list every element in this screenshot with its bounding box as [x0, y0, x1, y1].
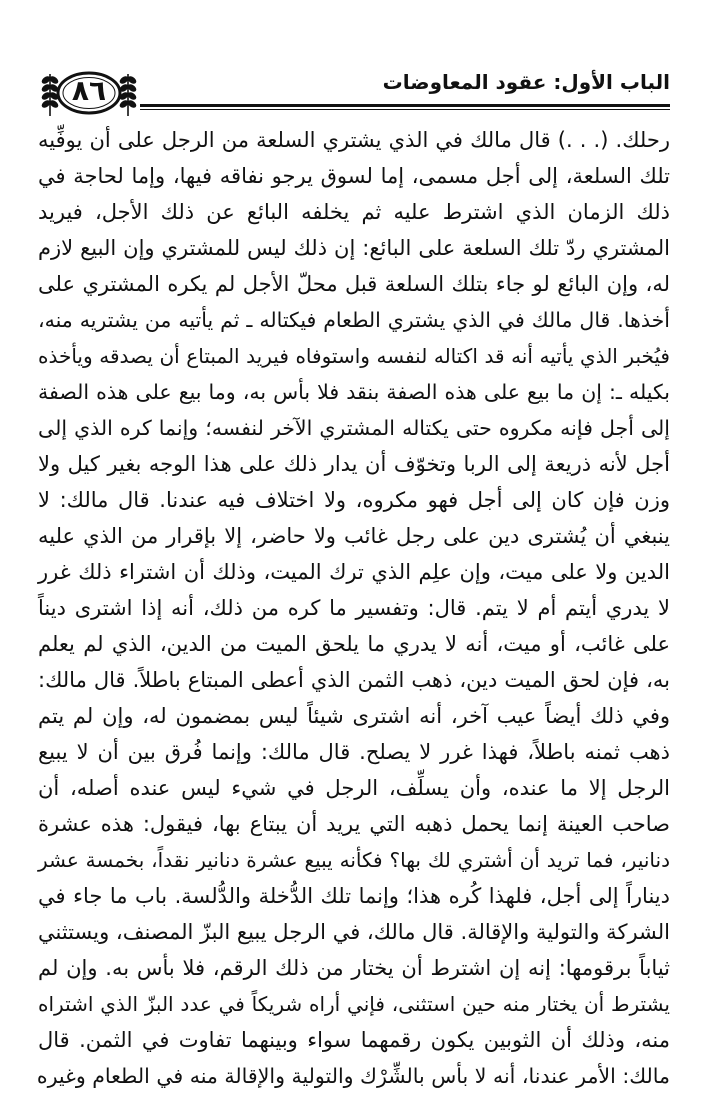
text-line: ذهب ثمنه باطلاً، فهذا غرر لا يصلح. قال مالك: وإنما فُرق بين أن لا يبيع — [38, 740, 670, 764]
text-line: ذلك الزمان الذي اشترط عليه ثم يخلفه البائع عن ذلك الأجل، فيريد — [38, 200, 670, 224]
text-line: الرجل إلا ما عنده، وأن يسلِّف، الرجل في شيء ليس عنده أصله، أن — [38, 776, 670, 800]
text-line: رحلك. (. . .) قال مالك في الذي يشتري السلعة من الرجل على أن يوفِّيه — [38, 128, 670, 152]
text-line: أخذها. قال مالك في الذي يشتري الطعام فيكتاله ـ ثم يأتيه من يشتريه منه، — [38, 308, 670, 332]
text-line: على غائب، أو ميت، أنه لا يدري ما يلحق الميت من الدين، الذي لم يعلم — [38, 632, 670, 656]
text-line: بكيله ـ: إن ما بيع على هذه الصفة بنقد فلا بأس به، وما بيع على هذه الصفة — [38, 380, 670, 404]
text-line: وزن فإن كان إلى أجل فهو مكروه، ولا اختلاف فيه عندنا. قال مالك: لا — [38, 488, 670, 512]
text-line: ديناراً إلى أجل، فلهذا كُره هذا؛ وإنما تلك الدُّخلة والدُّلسة. باب ما جاء في — [38, 884, 670, 908]
text-line: أجل لأنه ذريعة إلى الربا وتخوّف أن يدار ذلك على هذا الوجه بغير كيل ولا — [38, 452, 670, 476]
page-header — [38, 66, 670, 122]
text-line: إلى أجل فإنه مكروه حتى يكتاله المشتري الآخر لنفسه؛ وإنما كره الذي إلى — [38, 416, 670, 440]
text-line: الشركة والتولية والإقالة. قال مالك، في الرجل يبيع البزّ المصنف، ويستثني — [38, 920, 670, 944]
text-line: دنانير، فما تريد أن أشتري لك بها؟ فكأنه يبيع عشرة دنانير نقداً، بخمسة عشر — [38, 848, 670, 872]
text-line: صاحب العينة إنما يحمل ذهبه التي يريد أن يبتاع بها، فيقول: هذه عشرة — [38, 812, 670, 836]
chapter-title: الباب الأول: عقود المعاوضات — [382, 70, 670, 94]
text-line: به، فإن لحق الميت دين، ذهب الثمن الذي أعطى المبتاع باطلاً. قال مالك: — [38, 668, 670, 692]
text-line: ينبغي أن يُشترى دين على رجل غائب ولا حاضر، إلا بإقرار من الذي عليه — [38, 524, 670, 548]
text-line: المشتري ردّ تلك السلعة على البائع: إن ذلك ليس للمشتري وإن البيع لازم — [38, 236, 670, 260]
text-line: ثياباً برقومها: إنه إن اشترط أن يختار من ذلك الرقم، فلا بأس به. وإن لم — [38, 956, 670, 980]
text-line: له، وإن البائع لو جاء بتلك السلعة قبل محلّ الأجل لم يكره المشتري على — [38, 272, 670, 296]
page-number: ٨٦ — [71, 74, 107, 107]
text-line: منه، وذلك أن الثوبين يكون رقمهما سواء وبينهما تفاوت في الثمن. قال — [38, 1028, 670, 1052]
text-line: تلك السلعة، إلى أجل مسمى، إما لسوق يرجو نفاقه فيها، وإما لحاجة في — [38, 164, 670, 188]
text-line: وفي ذلك أيضاً عيب آخر، أنه اشترى شيئاً ليس بمضمون له، وإن لم يتم — [38, 704, 670, 728]
text-line: مالك: الأمر عندنا، أنه لا بأس بالشِّرْك والتولية والإقالة منه في الطعام وغيره — [36, 1064, 670, 1088]
body-text — [38, 124, 670, 1104]
text-line: فيُخبر الذي يأتيه أنه قد اكتاله لنفسه واستوفاه فيريد المبتاع أن يصدقه ويأخذه — [38, 344, 670, 368]
page-number-ornament — [38, 66, 140, 122]
text-line: يشترط أن يختار منه حين استثنى، فإني أراه شريكاً في عدد البزّ الذي اشتراه — [38, 992, 670, 1016]
text-line: الدين ولا على ميت، وإن علِم الذي ترك الميت، وذلك أن اشتراء ذلك غرر — [38, 560, 670, 584]
text-line: لا يدري أيتم أم لا يتم. قال: وتفسير ما كره من ذلك، أنه إذا اشترى ديناً — [38, 596, 670, 620]
